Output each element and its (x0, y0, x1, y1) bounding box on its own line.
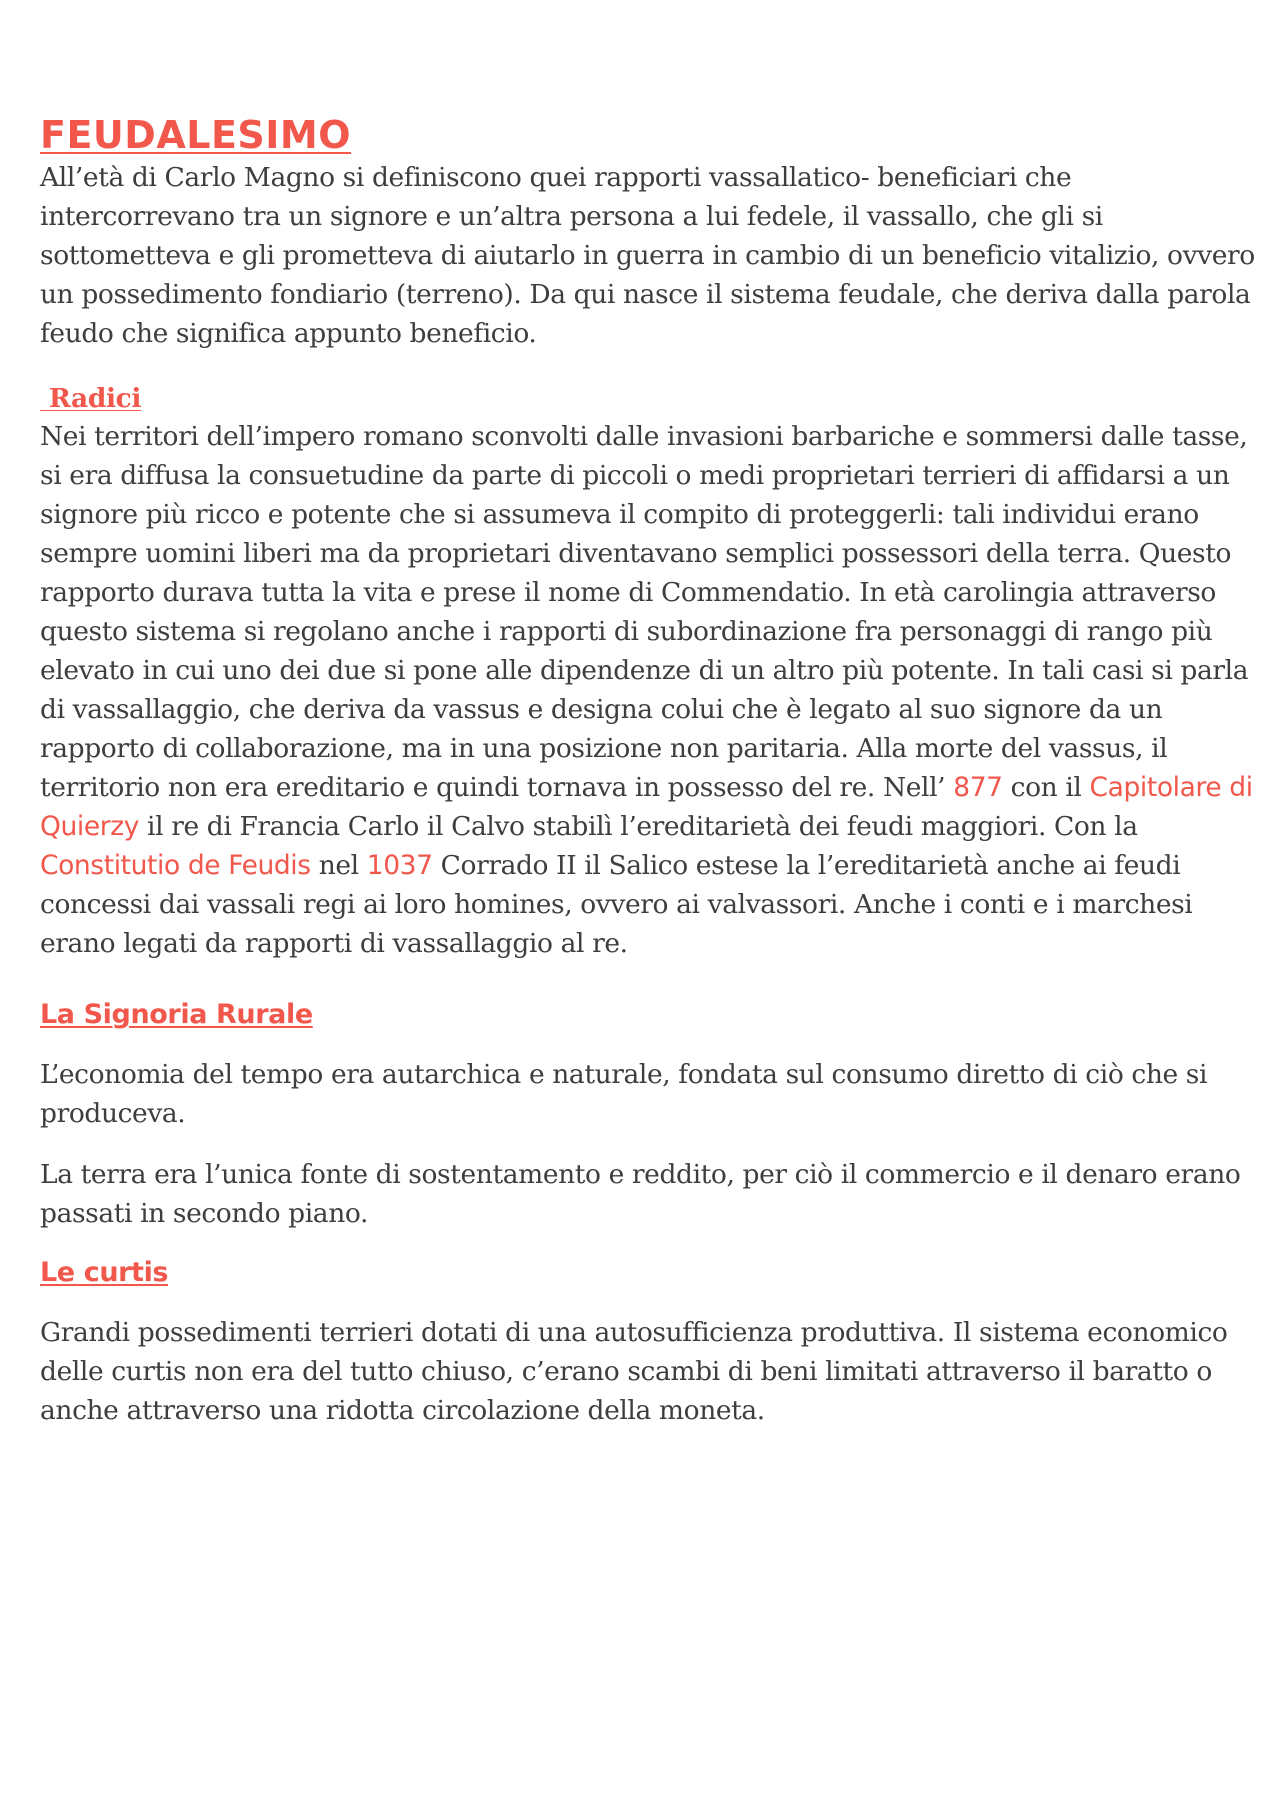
year-877: 877 (953, 772, 1003, 803)
radici-paragraph (40, 417, 1255, 963)
capitolare-di-quierzy: Capitolare di Quierzy (40, 772, 1253, 842)
radici-text-5: Corrado II il Salico estese la l’ereditarietà anche ai feudi concessi dai vassali regi ai loro homines, ovvero ai valvassori. Anche i conti e i marchesi erano legati da rapporti di vassallaggio al re. (40, 850, 1193, 959)
signoria-heading: La Signoria Rurale (40, 999, 313, 1030)
constitutio-de-feudis: Constitutio de Feudis (40, 850, 311, 881)
radici-text-3: il re di Francia Carlo il Calvo stabilì l’ereditarietà dei feudi maggiori. Con la (139, 811, 1138, 842)
section-signoria-rurale (40, 997, 1255, 1233)
signoria-paragraph-1: L’economia del tempo era autarchica e naturale, fondata sul consumo diretto di ciò che si produceva. (40, 1059, 1208, 1129)
radici-text-4: nel (310, 850, 367, 881)
intro-paragraph: All’età di Carlo Magno si definiscono quei rapporti vassallatico- beneficiari che intercorrevano tra un signore e un’altra persona a lui fedele, il vassallo, che gli si sottometteva e gli prometteva di aiutarlo in guerra in cambio di un beneficio vitalizio, ovvero un possedimento fondiario (terreno). Da qui nasce il sistema feudale, che deriva dalla parola feudo che significa appunto beneficio. (40, 162, 1255, 349)
page-title: FEUDALESIMO (40, 113, 352, 157)
radici-text-2: con il (1002, 772, 1090, 803)
curtis-paragraph: Grandi possedimenti terrieri dotati di una autosufficienza produttiva. Il sistema economico delle curtis non era del tutto chiuso, c’erano scambi di beni limitati attraverso il baratto o anche attraverso una ridotta circolazione della moneta. (40, 1317, 1228, 1426)
signoria-paragraph-2: La terra era l’unica fonte di sostentamento e reddito, per ciò il commercio e il denaro erano passati in secondo piano. (40, 1159, 1241, 1229)
document-page (40, 112, 1255, 1430)
radici-heading: Radici (40, 383, 142, 414)
radici-text-1: Nei territori dell’impero romano sconvolti dalle invasioni barbariche e sommersi dalle tasse, si era diffusa la consuetudine da parte di piccoli o medi proprietari terrieri di affidarsi a un signore più ricco e potente che si assumeva il compito di proteggerli: tali individui erano sempre uomini liberi ma da proprietari diventavano semplici possessori della terra. Questo rapporto durava tutta la vita e prese il nome di Commendatio. In età carolingia attraverso questo sistema si regolano anche i rapporti di subordinazione fra personaggi di rango più elevato in cui uno dei due si pone alle dipendenze di un altro più potente. In tali casi si parla di vassallaggio, che deriva da vassus e designa colui che è legato al suo signore da un rapporto di collaborazione, ma in una posizione non paritaria. Alla morte del vassus, il territorio non era ereditario e quindi tornava in possesso del re. Nell’ (40, 421, 1249, 803)
section-curtis (40, 1255, 1255, 1430)
section-radici (40, 381, 1255, 963)
curtis-heading: Le curtis (40, 1257, 169, 1288)
year-1037: 1037 (366, 850, 433, 881)
